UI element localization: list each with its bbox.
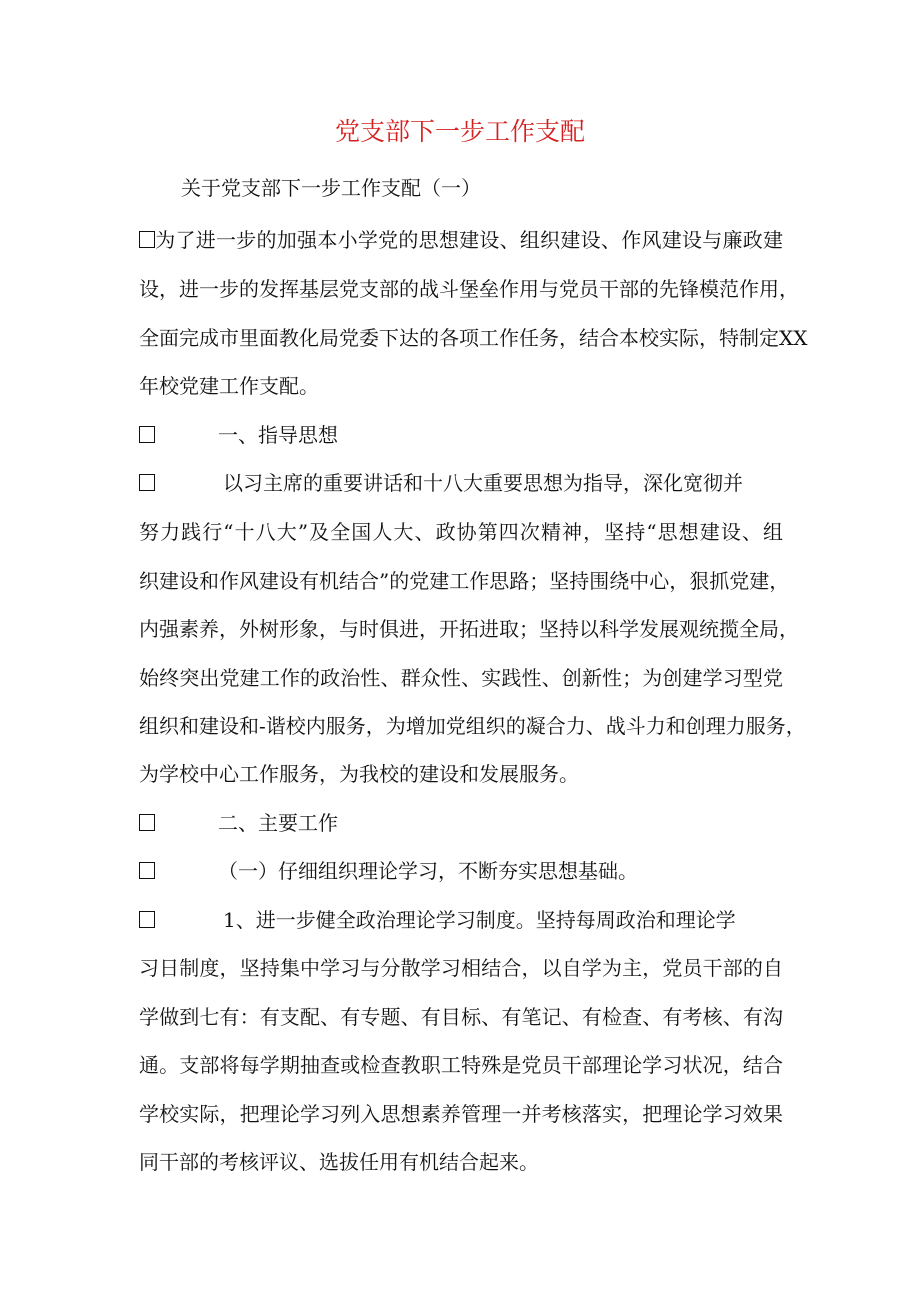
section1-line-4: 内强素养，外树形象，与时俱进，开拓进取；坚持以科学发展观统揽全局， bbox=[139, 617, 799, 641]
document-title: 党支部下一步工作支配 bbox=[334, 117, 585, 146]
intro-line-2: 设，进一步的发挥基层党支部的战斗堡垒作用与党员干部的先锋模范作用， bbox=[139, 277, 799, 301]
checkbox-placeholder-icon bbox=[139, 911, 155, 928]
section1-line-7: 为学校中心工作服务，为我校的建设和发展服务。 bbox=[139, 762, 579, 786]
section1-line-5: 始终突出党建工作的政治性、群众性、实践性、创新性；为创建学习型党 bbox=[139, 666, 783, 690]
section1-heading-line bbox=[139, 421, 338, 449]
document-subtitle: 关于党支部下一步工作支配（一） bbox=[181, 176, 481, 200]
section2-item1-line-3: 学做到七有：有支配、有专题、有目标、有笔记、有检查、有考核、有沟 bbox=[139, 1005, 783, 1029]
intro-line-4: 年校党建工作支配。 bbox=[139, 374, 319, 398]
section2-heading: 二、主要工作 bbox=[218, 811, 338, 835]
checkbox-placeholder-icon bbox=[139, 474, 155, 491]
section1-line-6: 组织和建设和-谐校内服务，为增加党组织的凝合力、战斗力和创理力服务， bbox=[139, 714, 806, 738]
section2-item1-line-1: 1、进一步健全政治理论学习制度。坚持每周政治和理论学 bbox=[139, 906, 736, 934]
intro-line-3: 全面完成市里面教化局党委下达的各项工作任务，结合本校实际，特制定XX bbox=[139, 326, 808, 350]
section1-line-1: 以习主席的重要讲话和十八大重要思想为指导，深化宽彻并 bbox=[139, 469, 743, 497]
section2-sub1: （一）仔细组织理论学习，不断夯实思想基础。 bbox=[218, 859, 638, 883]
checkbox-placeholder-icon bbox=[139, 814, 155, 831]
checkbox-placeholder-icon bbox=[139, 862, 155, 879]
intro-line-1: 为了进一步的加强本小学党的思想建设、组织建设、作风建设与廉政建 bbox=[139, 226, 783, 254]
section2-item1-line-2: 习日制度，坚持集中学习与分散学习相结合，以自学为主，党员干部的自 bbox=[139, 956, 783, 980]
section2-heading-line bbox=[139, 809, 338, 837]
section2-item1-line-4: 通。支部将每学期抽查或检查教职工特殊是党员干部理论学习状况，结合 bbox=[139, 1053, 783, 1077]
section2-item1-line-6: 同干部的考核评议、选拔任用有机结合起来。 bbox=[139, 1150, 539, 1174]
section1-line-2: 努力践行“十八大”及全国人大、政协第四次精神，坚持“思想建设、组 bbox=[139, 520, 783, 544]
checkbox-placeholder-icon bbox=[139, 231, 155, 248]
section2-item1-line-5: 学校实际，把理论学习列入思想素养管理一并考核落实，把理论学习效果 bbox=[139, 1102, 783, 1126]
section1-heading: 一、指导思想 bbox=[218, 423, 338, 447]
checkbox-placeholder-icon bbox=[139, 426, 155, 443]
section1-line-3: 织建设和作风建设有机结合”的党建工作思路；坚持围绕中心，狠抓党建， bbox=[139, 569, 790, 593]
section2-sub1-line bbox=[139, 857, 638, 885]
